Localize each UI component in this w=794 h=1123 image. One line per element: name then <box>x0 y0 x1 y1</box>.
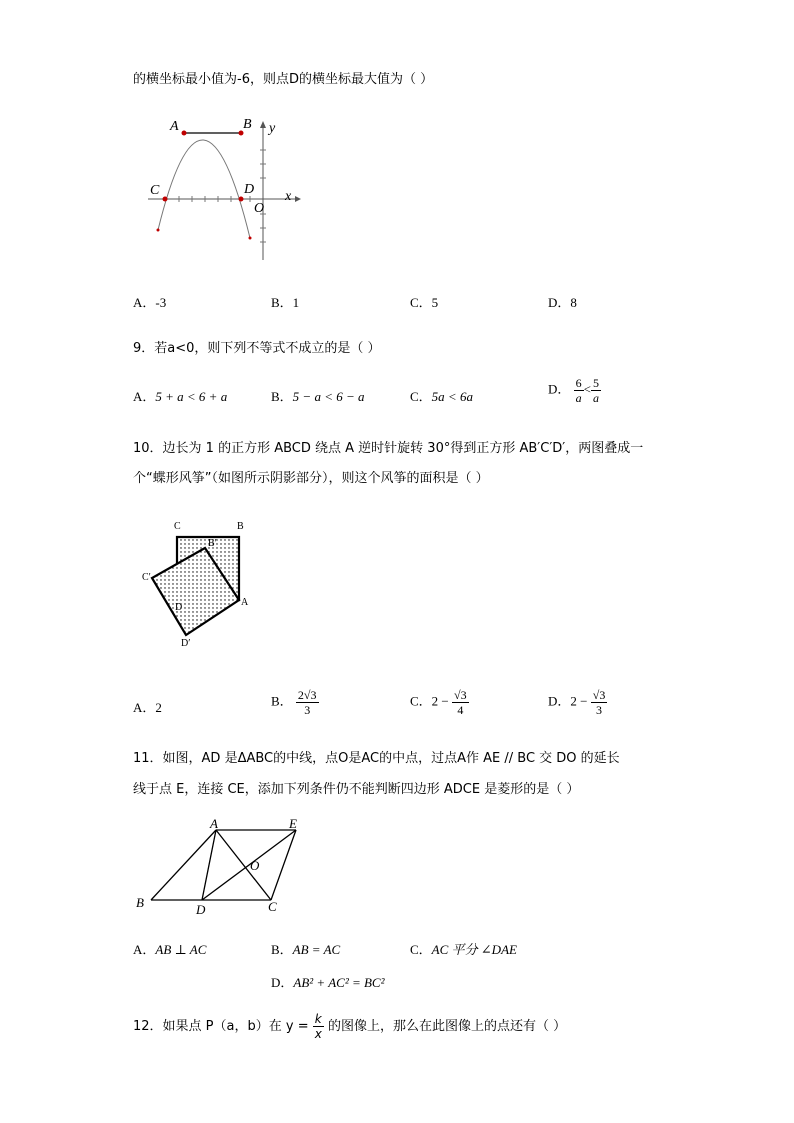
q8-option-c: C．5 <box>410 295 439 310</box>
label-e: E <box>289 816 297 831</box>
label-c: C <box>150 183 160 198</box>
label-d-prime: D′ <box>181 638 191 649</box>
label-b: B <box>237 521 244 532</box>
q11-option-a: A．AB ⊥ AC <box>133 942 207 957</box>
q9-stem: 9．若a<0，则下列不等式不成立的是（ ） <box>133 341 381 356</box>
q9-option-d: D． $\frac{6}{a}$ < $\frac{5}{a}$ <box>548 376 599 405</box>
q11-option-b: B．AB = AC <box>271 942 341 957</box>
q11-rhombus-figure <box>130 812 320 922</box>
label-d: D <box>244 182 255 197</box>
q9-option-c: C．5a < 6a <box>410 389 473 404</box>
q11-stem-line2: 线于点 E，连接 CE，添加下列条件仍不能判断四边形 ADCE 是菱形的是（ ） <box>133 782 580 797</box>
label-a: A <box>241 597 249 608</box>
q10-stem-line1: 10．边长为 1 的正方形 ABCD 绕点 A 逆时针旋转 30°得到正方形 AB′C′D′，两图叠成一 <box>133 441 644 456</box>
label-a: A <box>210 816 218 831</box>
label-d: D <box>175 602 183 613</box>
label-c: C <box>174 521 181 532</box>
q10-kite-figure <box>140 515 260 655</box>
q10-option-d: D．2 − $\frac{√3}{3}$ <box>548 688 606 717</box>
q9-option-b: B．5 − a < 6 − a <box>271 389 365 404</box>
q10-option-a: A．2 <box>133 700 162 715</box>
q11-option-c: C．AC 平分 ∠DAE <box>410 942 517 957</box>
q8-option-b: B．1 <box>271 295 300 310</box>
label-c-prime: C′ <box>142 572 151 583</box>
q10-option-c: C．2 − $\frac{√3}{4}$ <box>410 688 467 717</box>
label-c: C <box>268 899 277 914</box>
q11-option-d: D．AB² + AC² = BC² <box>271 975 385 990</box>
label-y: y <box>269 121 276 136</box>
label-b-prime: B′ <box>208 538 217 549</box>
q8-parabola-figure <box>140 110 310 270</box>
label-x: x <box>285 189 292 204</box>
q8-stem: 的横坐标最小值为-6，则点D的横坐标最大值为（ ） <box>133 72 434 87</box>
label-o: O <box>250 858 260 873</box>
q9-option-a: A．5 + a < 6 + a <box>133 389 228 404</box>
label-b: B <box>136 895 144 910</box>
point-a <box>182 131 187 136</box>
label-a: A <box>170 119 179 134</box>
q10-stem-line2: 个“蝶形风筝”（如图所示阴影部分），则这个风筝的面积是（ ） <box>133 471 489 486</box>
q10-option-b: B． $\frac{2√3}{3}$ <box>271 688 317 717</box>
point-c <box>163 197 168 202</box>
q8-option-d: D．8 <box>548 295 577 310</box>
label-b: B <box>243 117 252 132</box>
q8-option-a: A．-3 <box>133 295 167 310</box>
label-d: D <box>196 902 206 917</box>
point-d <box>239 197 244 202</box>
q11-stem-line1: 11．如图，AD 是ΔABC的中线，点O是AC的中点，过点A作 AE // BC 交 DO 的延长 <box>133 751 620 766</box>
label-o: O <box>254 201 265 216</box>
q12-stem: 12．如果点 P（a，b）在 y = $\frac{k}{x}$ 的图像上，那么在此图像上的点还有（ ） <box>133 1012 567 1041</box>
